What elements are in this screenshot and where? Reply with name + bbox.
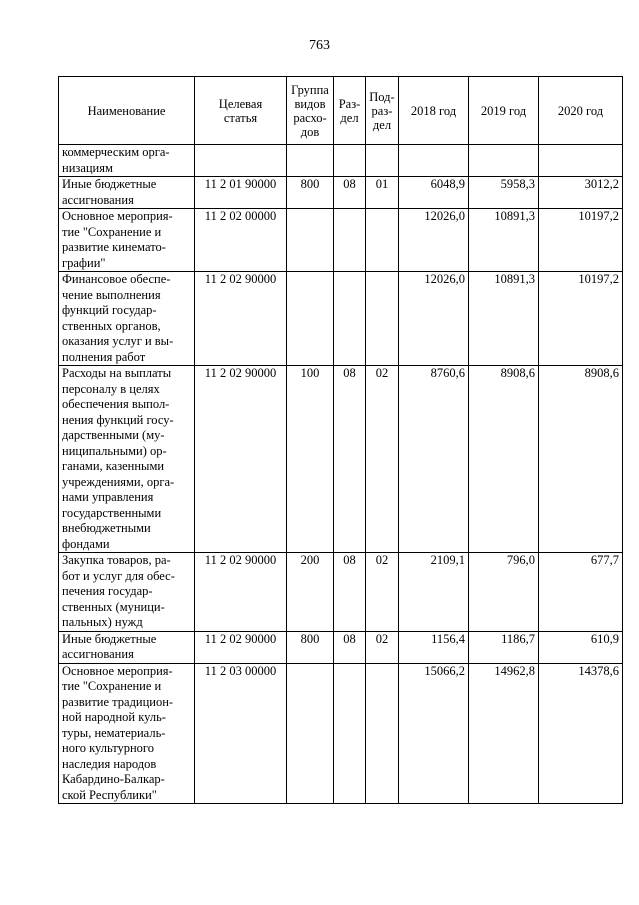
page-number: 763 <box>309 38 330 53</box>
row-2020: 610,9 <box>539 631 623 663</box>
row-group: 200 <box>287 553 334 632</box>
row-name: Основное мероприя- тие "Сохранение и развитие традицион- ной народной куль- туры, нематериаль- ного культурного наследия народов Кабардино-Балкар- ской Республики" <box>59 663 195 804</box>
header-row <box>59 77 623 145</box>
row-section: 08 <box>334 553 366 632</box>
header-2020: 2020 год <box>539 77 623 145</box>
row-subsection: 02 <box>366 553 399 632</box>
row-group: 800 <box>287 631 334 663</box>
row-name: Финансовое обеспе- чение выполнения функций государ- ственных органов, оказания услуг и вы- полнения работ <box>59 272 195 366</box>
row-2018: 8760,6 <box>399 366 469 553</box>
row-2018: 12026,0 <box>399 209 469 272</box>
row-section <box>334 272 366 366</box>
row-group <box>287 272 334 366</box>
row-code: 11 2 02 90000 <box>195 553 287 632</box>
row-code: 11 2 01 90000 <box>195 177 287 209</box>
row-code <box>195 145 287 177</box>
row-code: 11 2 02 00000 <box>195 209 287 272</box>
row-section <box>334 663 366 804</box>
row-2019: 1186,7 <box>469 631 539 663</box>
row-section <box>334 145 366 177</box>
table-row <box>59 553 623 632</box>
table-row <box>59 663 623 804</box>
row-2019 <box>469 145 539 177</box>
row-2018: 1156,4 <box>399 631 469 663</box>
row-code: 11 2 02 90000 <box>195 272 287 366</box>
row-name: Закупка товаров, ра- бот и услуг для обес- печения государ- ственных (муници- пальных) нужд <box>59 553 195 632</box>
row-2020: 10197,2 <box>539 209 623 272</box>
row-subsection <box>366 145 399 177</box>
row-2019: 8908,6 <box>469 366 539 553</box>
table-row <box>59 366 623 553</box>
row-2018 <box>399 145 469 177</box>
header-2018: 2018 год <box>399 77 469 145</box>
header-subsection: Под- раз- дел <box>366 77 399 145</box>
table-row <box>59 177 623 209</box>
row-code: 11 2 02 90000 <box>195 366 287 553</box>
table-row <box>59 631 623 663</box>
row-subsection: 01 <box>366 177 399 209</box>
row-name: коммерческим орга- низациям <box>59 145 195 177</box>
header-2019: 2019 год <box>469 77 539 145</box>
row-section: 08 <box>334 631 366 663</box>
row-2018: 2109,1 <box>399 553 469 632</box>
row-name: Иные бюджетные ассигнования <box>59 177 195 209</box>
row-subsection <box>366 272 399 366</box>
row-2018: 12026,0 <box>399 272 469 366</box>
row-subsection: 02 <box>366 631 399 663</box>
table-row <box>59 272 623 366</box>
row-2020: 677,7 <box>539 553 623 632</box>
row-group: 100 <box>287 366 334 553</box>
row-2018: 15066,2 <box>399 663 469 804</box>
table-row <box>59 209 623 272</box>
row-2020: 8908,6 <box>539 366 623 553</box>
row-2019: 10891,3 <box>469 209 539 272</box>
row-name: Расходы на выплаты персоналу в целях обеспечения выпол- нения функций госу- дарственными (му- ниципальными) ор- ганами, казенными учреждениями, орга- нами управления государственными внебюджетными фондами <box>59 366 195 553</box>
row-code: 11 2 03 00000 <box>195 663 287 804</box>
row-section <box>334 209 366 272</box>
row-section: 08 <box>334 177 366 209</box>
row-name: Иные бюджетные ассигнования <box>59 631 195 663</box>
row-2018: 6048,9 <box>399 177 469 209</box>
row-name: Основное мероприя- тие "Сохранение и развитие кинемато- графии" <box>59 209 195 272</box>
row-2020: 10197,2 <box>539 272 623 366</box>
header-group: Группа видов расхо- дов <box>287 77 334 145</box>
row-subsection <box>366 209 399 272</box>
row-group <box>287 663 334 804</box>
row-group: 800 <box>287 177 334 209</box>
row-group <box>287 145 334 177</box>
row-2019: 10891,3 <box>469 272 539 366</box>
row-2019: 14962,8 <box>469 663 539 804</box>
row-group <box>287 209 334 272</box>
header-name: Наименование <box>59 77 195 145</box>
row-2020 <box>539 145 623 177</box>
row-subsection: 02 <box>366 366 399 553</box>
row-section: 08 <box>334 366 366 553</box>
row-2020: 14378,6 <box>539 663 623 804</box>
header-target: Целевая статья <box>195 77 287 145</box>
header-section: Раз- дел <box>334 77 366 145</box>
row-2019: 796,0 <box>469 553 539 632</box>
budget-table <box>58 76 623 804</box>
row-2019: 5958,3 <box>469 177 539 209</box>
row-code: 11 2 02 90000 <box>195 631 287 663</box>
row-2020: 3012,2 <box>539 177 623 209</box>
row-subsection <box>366 663 399 804</box>
table-row <box>59 145 623 177</box>
